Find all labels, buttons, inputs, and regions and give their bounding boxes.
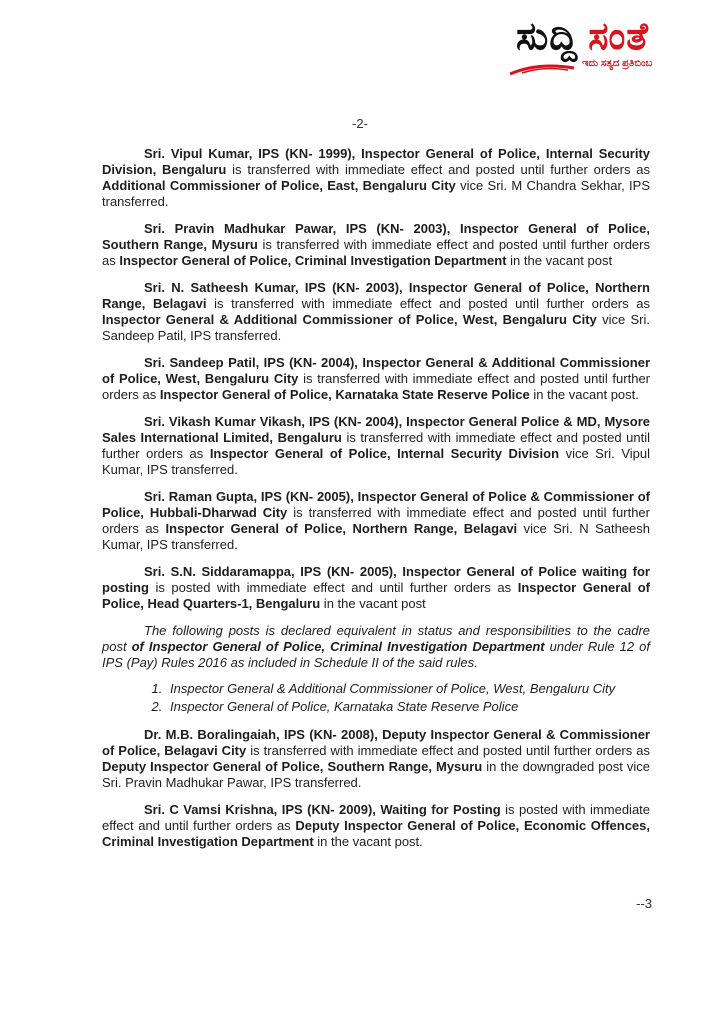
bold-text: Deputy Inspector General of Police, Economic Offences, Criminal Investigation Department xyxy=(102,818,650,849)
page-number: -2- xyxy=(352,116,368,131)
body-text: is posted with immediate effect and until further orders as xyxy=(102,802,651,833)
bold-text: Sri. Pravin Madhukar Pawar, IPS (KN- 2003), Inspector General of Police, Southern Range, Mysuru xyxy=(102,221,650,252)
body-text: under Rule 12 of IPS (Pay) Rules 2016 as included in Schedule II of the said rules. xyxy=(102,639,651,670)
transfer-order-paragraph xyxy=(102,564,650,612)
body-text: The following posts is declared equivalent in status and responsibilities to the cadre post xyxy=(102,623,650,654)
transfer-order-paragraph xyxy=(102,414,650,478)
equivalent-posts-list xyxy=(102,681,650,715)
transfer-order-paragraph xyxy=(102,146,650,210)
site-logo xyxy=(506,14,706,84)
body-text: in the vacant post xyxy=(506,253,613,268)
body-text: is transferred with immediate effect and posted until further orders as xyxy=(102,237,650,268)
body-text: is transferred with immediate effect and posted until further orders as xyxy=(102,430,651,461)
bold-text: Sri. S.N. Siddaramappa, IPS (KN- 2005), Inspector General of Police waiting for posting xyxy=(102,564,650,595)
transfer-order-paragraph xyxy=(102,280,650,344)
bold-text: Sri. Vikash Kumar Vikash, IPS (KN- 2004), Inspector General Police & MD, Mysore Sales International Limited, Bengaluru xyxy=(102,414,650,445)
document-body xyxy=(102,146,650,861)
transfer-orders-list-continued xyxy=(102,727,650,850)
body-text: is transferred with immediate effect and posted until further orders as xyxy=(206,296,650,311)
body-text: is transferred with immediate effect and posted until further orders as xyxy=(102,371,651,402)
bold-text: of Inspector General of Police, Criminal Investigation Department xyxy=(131,639,545,654)
bold-text: Inspector General of Police, Northern Range, Belagavi xyxy=(165,521,518,536)
bold-text: Sri. Vipul Kumar, IPS (KN- 1999), Inspector General of Police, Internal Security Division, Bengaluru xyxy=(102,146,650,177)
bold-text: Inspector General of Police, Head Quarters-1, Bengaluru xyxy=(102,580,651,611)
transfer-order-paragraph xyxy=(102,802,650,850)
equivalent-post-item: 2. Inspector General of Police, Karnataka State Reserve Police xyxy=(166,699,650,715)
body-text: in the vacant post. xyxy=(529,387,639,402)
bold-text: Inspector General of Police, Internal Security Division xyxy=(209,446,560,461)
bold-text: Inspector General of Police, Criminal Investigation Department xyxy=(119,253,507,268)
bold-text: Sri. N. Satheesh Kumar, IPS (KN- 2003), Inspector General of Police, Northern Range, Belagavi xyxy=(102,280,650,311)
logo-wordmark xyxy=(516,14,649,59)
equivalence-note xyxy=(102,623,650,671)
bold-text: Dr. M.B. Boralingaiah, IPS (KN- 2008), Deputy Inspector General & Commissioner of Police, Belagavi City xyxy=(102,727,650,758)
body-text: is transferred with immediate effect and posted until further orders as xyxy=(246,743,651,758)
bold-text: Sri. Sandeep Patil, IPS (KN- 2004), Inspector General & Additional Commissioner of Police, West, Bengaluru City xyxy=(102,355,650,386)
body-text: is posted with immediate effect and until further orders as xyxy=(148,580,518,595)
transfer-order-paragraph xyxy=(102,221,650,269)
logo-tagline: ಇದು ಸತ್ಯದ ಪ್ರತಿಬಿಂಬ xyxy=(582,58,653,69)
bold-text: Inspector General of Police, Karnataka State Reserve Police xyxy=(159,387,530,402)
transfer-order-paragraph xyxy=(102,727,650,791)
body-text: is transferred with immediate effect and posted until further orders as xyxy=(226,162,651,177)
body-text: in the vacant post xyxy=(320,596,426,611)
transfer-order-paragraph xyxy=(102,355,650,403)
continued-marker: --3 xyxy=(636,896,652,911)
body-text: vice Sri. N Satheesh Kumar, IPS transferred. xyxy=(102,521,650,552)
bold-text: Sri. C Vamsi Krishna, IPS (KN- 2009), Waiting for Posting xyxy=(144,802,501,817)
logo-word-2: ಸಂತೆ xyxy=(588,14,649,58)
body-text: vice Sri. M Chandra Sekhar, IPS transferred. xyxy=(102,178,650,209)
bold-text: Deputy Inspector General of Police, Southern Range, Mysuru xyxy=(102,759,483,774)
bold-text: Inspector General & Additional Commissioner of Police, West, Bengaluru City xyxy=(102,312,597,327)
transfer-orders-list xyxy=(102,146,650,612)
bold-text: Additional Commissioner of Police, East, Bengaluru City xyxy=(102,178,456,193)
logo-word-1: ಸುದ್ದಿ xyxy=(516,14,579,58)
bold-text: Sri. Raman Gupta, IPS (KN- 2005), Inspector General of Police & Commissioner of Police, Hubbali-Dharwad City xyxy=(102,489,650,520)
body-text: in the downgraded post vice Sri. Pravin Madhukar Pawar, IPS transferred. xyxy=(102,759,650,790)
body-text: in the vacant post. xyxy=(313,834,423,849)
body-text: vice Sri. Sandeep Patil, IPS transferred. xyxy=(102,312,650,343)
body-text: is transferred with immediate effect and posted until further orders as xyxy=(102,505,650,536)
swoosh-icon xyxy=(508,58,578,78)
equivalent-post-item: 1. Inspector General & Additional Commissioner of Police, West, Bengaluru City xyxy=(166,681,650,697)
body-text: vice Sri. Vipul Kumar, IPS transferred. xyxy=(102,446,650,477)
transfer-order-paragraph xyxy=(102,489,650,553)
